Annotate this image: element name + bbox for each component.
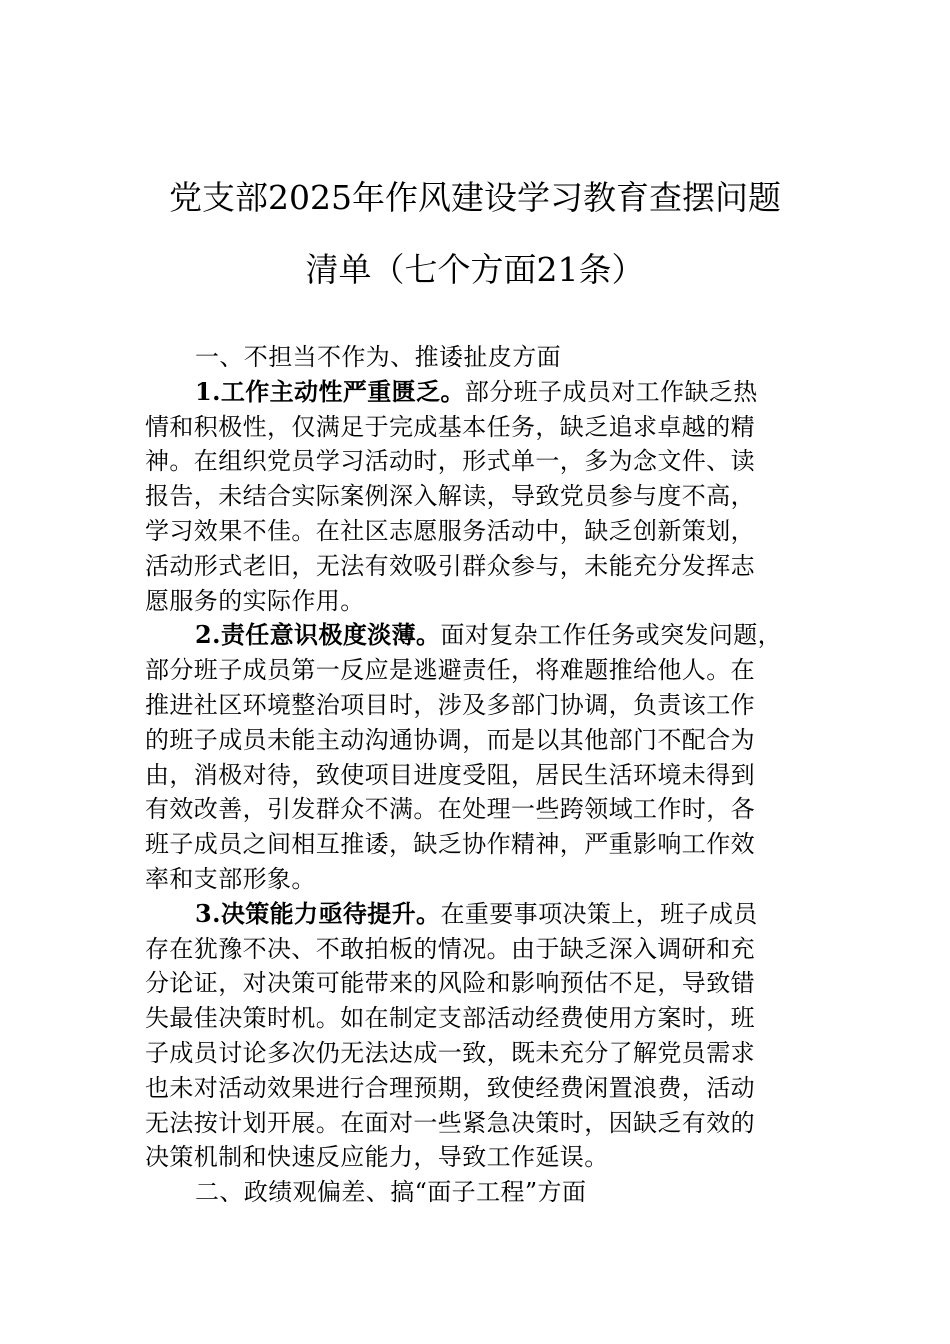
paragraph-line: 的班子成员未能主动沟通协调，而是以其他部门不配合为	[145, 725, 755, 754]
item-lead-2: 2.责任意识极度淡薄。	[195, 620, 441, 650]
paragraph-line: 学习效果不佳。在社区志愿服务活动中，缺乏创新策划，	[145, 516, 755, 545]
paragraph-line: 神。在组织党员学习活动时，形式单一，多为念文件、读	[145, 447, 755, 476]
paragraph-text: 面对复杂工作任务或突发问题，	[440, 621, 783, 650]
paragraph-item-3	[145, 897, 825, 1175]
section-heading-2: 二、政绩观偏差、搞“面子工程”方面	[195, 1178, 587, 1207]
paragraph-line	[145, 618, 825, 653]
paragraph-text: 部分班子成员对工作缺乏热	[464, 377, 758, 406]
paragraph-item-1	[145, 375, 825, 619]
paragraph-line: 部分班子成员第一反应是逃避责任，将难题推给他人。在	[145, 656, 755, 685]
paragraph-line: 存在犹豫不决、不敢拍板的情况。由于缺乏深入调研和充	[145, 934, 755, 963]
paragraph-text: 在重要事项决策上，班子成员	[440, 899, 758, 928]
paragraph-line: 有效改善，引发群众不满。在处理一些跨领域工作时，各	[145, 795, 755, 824]
paragraph-line: 子成员讨论多次仍无法达成一致，既未充分了解党员需求	[145, 1038, 755, 1067]
paragraph-line: 分论证，对决策可能带来的风险和影响预估不足，导致错	[145, 969, 755, 998]
paragraph-line: 决策机制和快速反应能力，导致工作延误。	[145, 1143, 609, 1172]
item-lead-3: 3.决策能力亟待提升。	[195, 898, 441, 928]
paragraph-line: 报告，未结合实际案例深入解读，导致党员参与度不高，	[145, 482, 755, 511]
paragraph-line: 失最佳决策时机。如在制定支部活动经费使用方案时，班	[145, 1004, 755, 1033]
paragraph-line	[145, 375, 825, 410]
paragraph-line: 班子成员之间相互推诿，缺乏协作精神，严重影响工作效	[145, 830, 755, 859]
section-heading-1: 一、不担当不作为、推诿扯皮方面	[195, 343, 561, 371]
paragraph-line: 活动形式老旧，无法有效吸引群众参与，未能充分发挥志	[145, 551, 755, 580]
document-body	[145, 340, 825, 1210]
item-lead-1: 1.工作主动性严重匮乏。	[195, 376, 465, 406]
paragraph-line: 率和支部形象。	[145, 864, 316, 893]
paragraph-line: 愿服务的实际作用。	[145, 586, 365, 615]
paragraph-item-2	[145, 618, 825, 896]
paragraph-line: 无法按计划开展。在面对一些紧急决策时，因缺乏有效的	[145, 1108, 755, 1137]
paragraph-line	[145, 897, 825, 932]
paragraph-line: 也未对活动效果进行合理预期，致使经费闲置浪费，活动	[145, 1073, 755, 1102]
paragraph-line: 推进社区环境整治项目时，涉及多部门协调，负责该工作	[145, 690, 755, 719]
document-title-line-1: 党支部2025年作风建设学习教育查摆问题	[169, 178, 781, 217]
paragraph-line: 情和积极性，仅满足于完成基本任务，缺乏追求卓越的精	[145, 412, 755, 441]
document-title-line-2: 清单（七个方面21条）	[305, 250, 645, 289]
paragraph-line: 由，消极对待，致使项目进度受阻，居民生活环境未得到	[145, 760, 755, 789]
